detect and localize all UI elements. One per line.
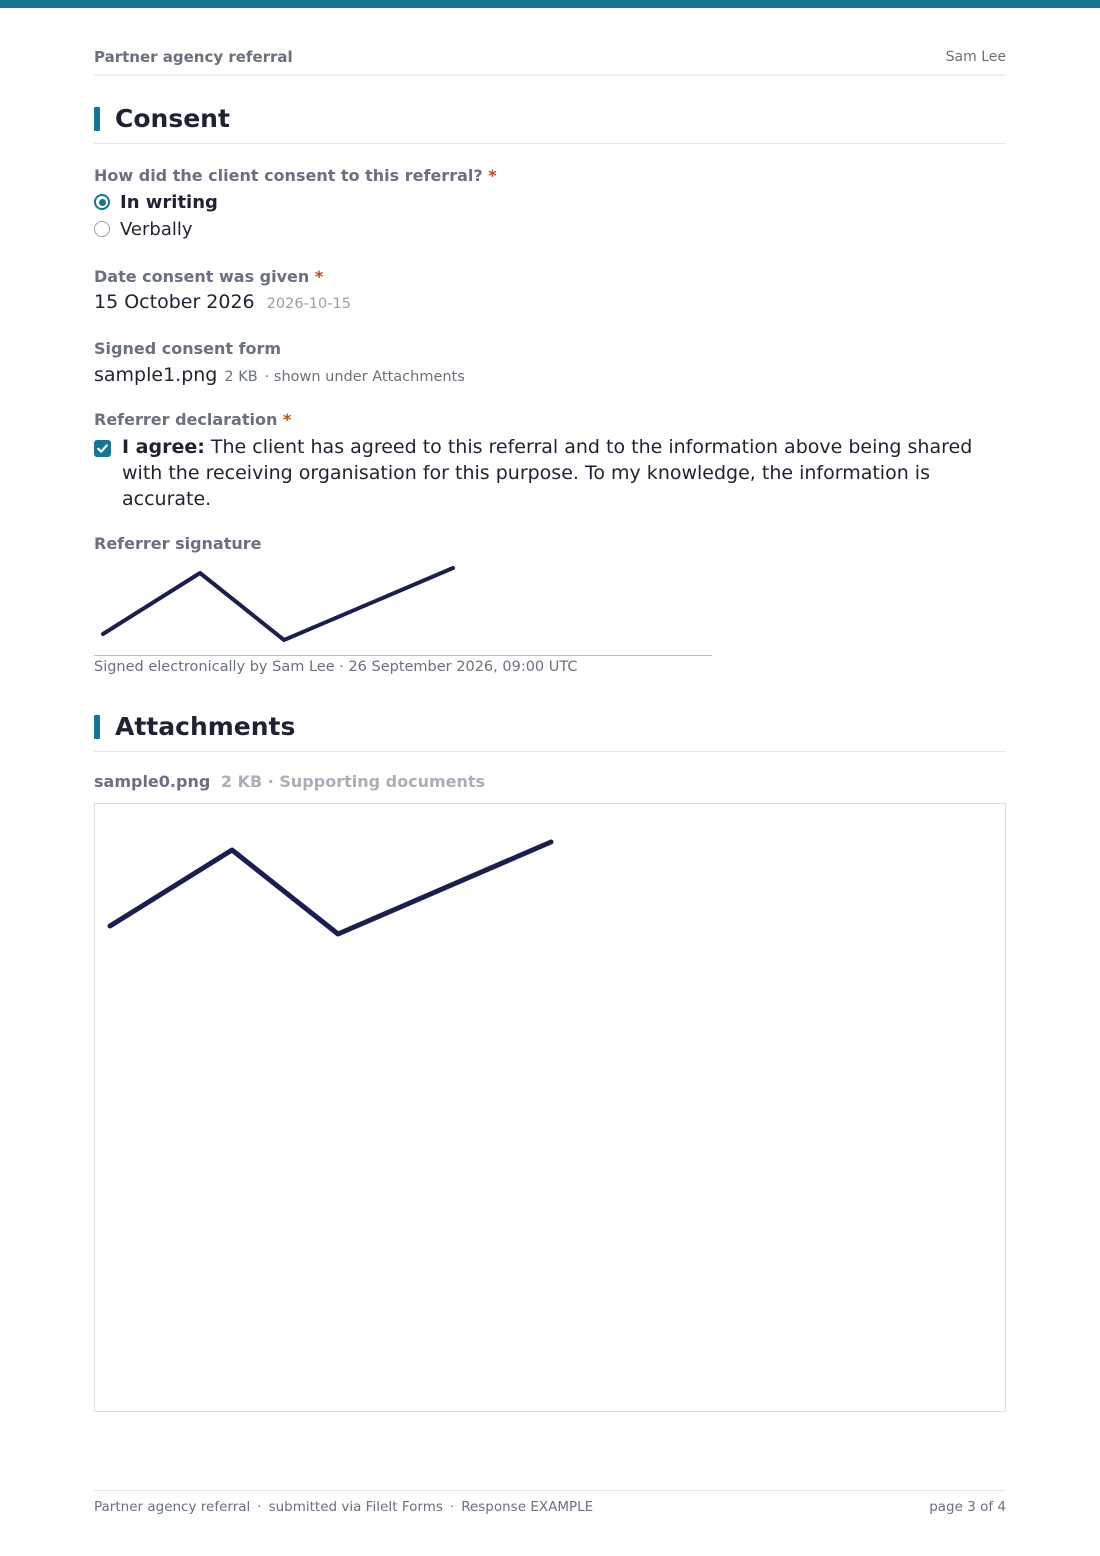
file-note: · shown under Attachments — [264, 369, 465, 385]
consent-method-label: How did the client consent to this referral? * — [94, 166, 497, 185]
user-name: Sam Lee — [945, 49, 1006, 65]
declaration-body: The client has agreed to this referral and to the information above being shared with the receiving organisation for this purpose. To my knowledge, the information is accurate. — [122, 436, 973, 510]
section-accent-bar — [94, 715, 100, 739]
attachment-file-name[interactable]: sample0.png — [94, 772, 211, 791]
footer-info — [94, 1499, 593, 1515]
required-mark: * — [488, 166, 497, 185]
radio-option-in-writing[interactable] — [94, 191, 218, 213]
date-iso: 2026-10-15 — [266, 296, 351, 312]
file-name[interactable]: sample1.png — [94, 364, 218, 386]
required-mark: * — [314, 267, 324, 286]
declaration-text — [122, 434, 992, 512]
form-title: Partner agency referral — [94, 48, 293, 66]
radio-label: In writing — [120, 191, 218, 213]
section-title-attachments: Attachments — [115, 712, 296, 741]
signature-image — [94, 558, 712, 656]
checkbox-checked-icon[interactable] — [94, 440, 111, 457]
signature-caption: Signed electronically by Sam Lee · 26 September 2026, 09:00 UTC — [94, 659, 578, 675]
consent-form-label: Signed consent form — [94, 339, 282, 358]
footer-separator: · — [449, 1499, 455, 1515]
page-footer — [94, 1490, 1006, 1515]
declaration-label: Referrer declaration * — [94, 410, 292, 429]
consent-section-header — [94, 104, 1006, 144]
radio-unselected-icon[interactable] — [94, 221, 110, 237]
footer-separator: · — [257, 1499, 262, 1515]
top-accent-bar — [0, 0, 1100, 8]
attachment-preview[interactable] — [94, 803, 1006, 1412]
consent-form-value — [94, 364, 465, 386]
radio-label: Verbally — [120, 218, 193, 240]
attachment-header — [94, 772, 485, 791]
radio-option-verbally[interactable] — [94, 218, 193, 240]
footer-response: Response EXAMPLE — [461, 1499, 594, 1515]
page-number: page 3 of 4 — [929, 1499, 1006, 1515]
agree-label: I agree: — [122, 436, 205, 458]
attachments-section-header — [94, 712, 1006, 752]
footer-submitted-via: submitted via FileIt Forms — [268, 1499, 443, 1515]
page-header — [94, 48, 1006, 76]
signature-label: Referrer signature — [94, 534, 262, 553]
consent-date-value — [94, 291, 351, 313]
section-accent-bar — [94, 107, 100, 131]
consent-date-label: Date consent was given * — [94, 267, 324, 286]
date-display: 15 October 2026 — [94, 291, 255, 313]
section-title-consent: Consent — [115, 104, 230, 133]
radio-selected-icon[interactable] — [94, 194, 110, 210]
required-mark: * — [282, 410, 292, 429]
file-size: 2 KB — [224, 369, 258, 385]
footer-form-name: Partner agency referral — [94, 1499, 251, 1515]
attachment-meta: 2 KB · Supporting documents — [220, 772, 486, 791]
